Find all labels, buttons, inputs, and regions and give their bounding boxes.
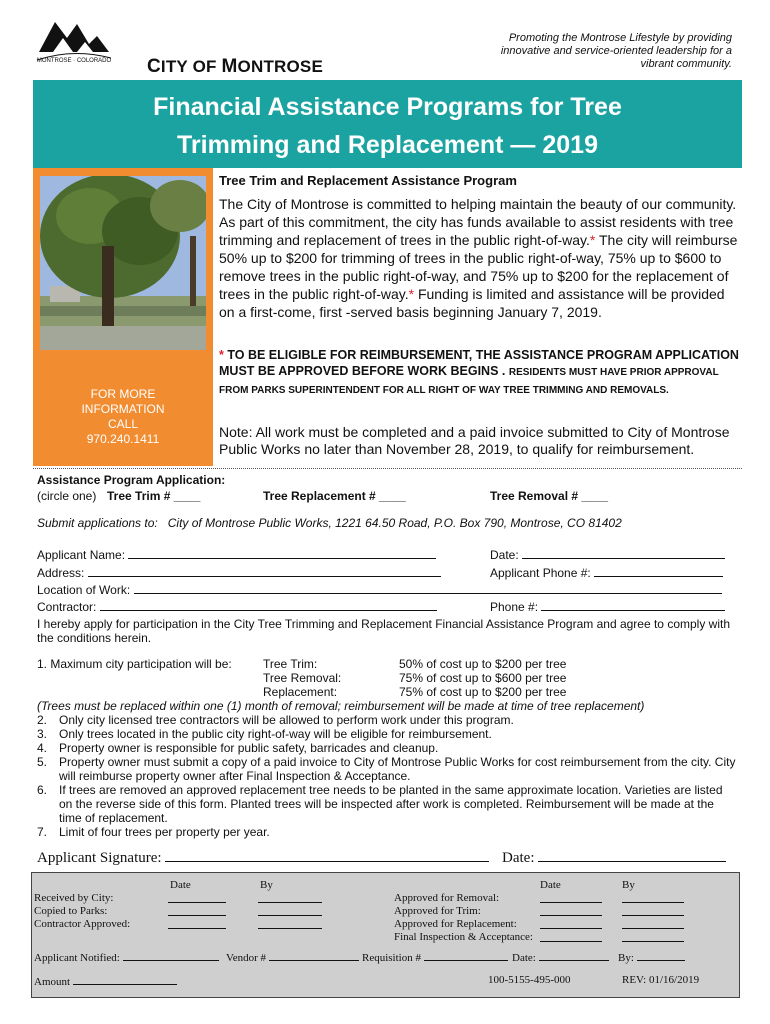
final-date-blank[interactable]	[540, 931, 602, 945]
requisition-number-field[interactable]: Requisition #	[362, 950, 508, 964]
vendor-number-field[interactable]: Vendor #	[226, 950, 359, 964]
program-subhead: Tree Trim and Replacement Assistance Program	[219, 173, 517, 188]
condition-6-num: 6.	[37, 783, 48, 797]
info-phone: 970.240.1411	[86, 432, 160, 446]
final-by-blank[interactable]	[622, 931, 684, 945]
amount-field[interactable]: Amount	[34, 974, 177, 988]
condition-2-text: Only city licensed tree contractors will be allowed to perform work under this program.	[59, 713, 514, 727]
tagline: Promoting the Montrose Lifestyle by providing innovative and service-oriented leadership for a vibrant community.	[500, 32, 732, 70]
section-divider	[33, 468, 742, 469]
applicant-phone-field[interactable]: Applicant Phone #:	[490, 565, 723, 580]
condition-7-text: Limit of four trees per property per year.	[59, 825, 270, 839]
copied-by-blank[interactable]	[258, 905, 322, 919]
circle-one-label: (circle one)	[37, 489, 97, 503]
condition-4-num: 4.	[37, 741, 48, 755]
replacement-by-blank[interactable]	[622, 918, 684, 932]
rate-type-replacement: Replacement:	[263, 685, 338, 699]
signature-date-field[interactable]: Date:	[502, 848, 726, 867]
copied-to-parks-label: Copied to Parks:	[34, 905, 108, 917]
replacement-note: (Trees must be replaced within one (1) month of removal; reimbursement will be made at time of tree replacement)	[37, 699, 645, 713]
condition-5-text: Property owner must submit a copy of a paid invoice to City of Montrose Public Works for cost reimbursement from the city. City will reimburse property owner after Final Inspection & Acceptance.	[59, 755, 736, 783]
eligibility-notice: * TO BE ELIGIBLE FOR REIMBURSEMENT, THE ASSISTANCE PROGRAM APPLICATION MUST BE APPROVED BEFORE WORK BEGINS . RESIDENTS MUST HAVE PRIOR APPROVAL FROM PARKS SUPERINTENDENT FOR ALL RIGHT OF WAY TREE TRIMMING AND REMOVALS.	[219, 348, 739, 396]
approved-trim-label: Approved for Trim:	[394, 905, 481, 917]
by-header-left: By	[260, 879, 273, 891]
applicant-signature-field[interactable]: Applicant Signature:	[37, 848, 489, 867]
condition-5-num: 5.	[37, 755, 48, 769]
rate-type-removal: Tree Removal:	[263, 671, 342, 685]
application-title: Assistance Program Application:	[37, 473, 226, 487]
contractor-by-blank[interactable]	[258, 918, 322, 932]
page-title: Financial Assistance Programs for Tree Trimming and Replacement — 2019	[153, 93, 622, 159]
removal-by-blank[interactable]	[622, 892, 684, 906]
condition-7-num: 7.	[37, 825, 48, 839]
agreement-statement: I hereby apply for participation in the City Tree Trimming and Replacement Financial Assistance Program and agree to comply with the conditions herein.	[37, 617, 730, 645]
condition-3-num: 3.	[37, 727, 48, 741]
office-by-field[interactable]: By:	[618, 950, 685, 964]
tree-photo	[40, 176, 206, 350]
applicant-notified-field[interactable]: Applicant Notified:	[34, 950, 219, 964]
contractor-date-blank[interactable]	[168, 918, 226, 932]
date-header-right: Date	[540, 879, 561, 891]
condition-2-num: 2.	[37, 713, 48, 727]
submit-instructions: Submit applications to: City of Montrose Public Works, 1221 64.50 Road, P.O. Box 790, Montrose, CO 81402	[37, 516, 622, 530]
contractor-approved-label: Contractor Approved:	[34, 918, 131, 930]
replacement-date-blank[interactable]	[540, 918, 602, 932]
account-number: 100-5155-495-000	[488, 974, 571, 986]
rate-value-removal: 75% of cost up to $600 per tree	[399, 671, 567, 685]
removal-date-blank[interactable]	[540, 892, 602, 906]
tree-removal-option[interactable]: Tree Removal # ____	[490, 489, 609, 503]
trim-date-blank[interactable]	[540, 905, 602, 919]
date-header-left: Date	[170, 879, 191, 891]
condition-1-label: 1. Maximum city participation will be:	[37, 657, 232, 671]
trim-by-blank[interactable]	[622, 905, 684, 919]
tree-trim-option[interactable]: Tree Trim # ____	[107, 489, 201, 503]
contractor-field[interactable]: Contractor:	[37, 599, 437, 614]
received-date-blank[interactable]	[168, 892, 226, 906]
received-by-blank[interactable]	[258, 892, 322, 906]
deadline-note: Note: All work must be completed and a paid invoice submitted to City of Montrose Public Works no later than November 28, 2019, to qualify for reimbursement.	[219, 424, 730, 457]
office-use-box	[31, 872, 740, 998]
received-by-city-label: Received by City:	[34, 892, 114, 904]
city-logo	[33, 14, 113, 70]
date-field[interactable]: Date:	[490, 547, 725, 562]
condition-4-text: Property owner is responsible for public safety, barricades and cleanup.	[59, 741, 439, 755]
condition-6-text: If trees are removed an approved replacement tree needs to be planted in the same approximate location. Varieties are listed on the reverse side of this form. Planted trees will be inspected after work is completed. Reimbursement will be made at the time of replacement.	[59, 783, 723, 825]
city-name: CITY OF MONTROSE	[147, 56, 324, 77]
revision-date: REV: 01/16/2019	[622, 974, 700, 986]
address-field[interactable]: Address:	[37, 565, 441, 580]
office-date-field[interactable]: Date:	[512, 950, 609, 964]
rate-value-trim: 50% of cost up to $200 per tree	[399, 657, 567, 671]
contractor-phone-field[interactable]: Phone #:	[490, 599, 725, 614]
by-header-right: By	[622, 879, 635, 891]
program-intro: The City of Montrose is committed to helping maintain the beauty of our community. As part of this commitment, the city has funds available to assist residents with tree trimming and replacement of trees in the public right-of-way.* The city will reimburse 50% up to $200 for trimming of trees in the public right-of-way, 75% up to $600 to remove trees in the public right-of-way, and 75% up to $200 for the replacement of trees in the public right-of-way.* Funding is limited and assistance will be provided on a first-come, first -served basis beginning January 7, 2019.	[219, 196, 738, 320]
copied-date-blank[interactable]	[168, 905, 226, 919]
tree-replacement-option[interactable]: Tree Replacement # ____	[263, 489, 406, 503]
rate-value-replacement: 75% of cost up to $200 per tree	[399, 685, 567, 699]
location-of-work-field[interactable]: Location of Work:	[37, 582, 722, 597]
condition-3-text: Only trees located in the public city right-of-way will be eligible for reimbursement.	[59, 727, 492, 741]
applicant-name-field[interactable]: Applicant Name:	[37, 547, 436, 562]
approved-removal-label: Approved for Removal:	[394, 892, 500, 904]
logo-text: MONTROSE · COLORADO	[36, 58, 112, 64]
approved-replacement-label: Approved for Replacement:	[394, 918, 517, 930]
final-inspection-label: Final Inspection & Acceptance:	[394, 931, 533, 943]
rate-type-trim: Tree Trim:	[263, 657, 318, 671]
more-info-text: FOR MORE INFORMATION CALL 970.240.1411	[33, 387, 213, 447]
